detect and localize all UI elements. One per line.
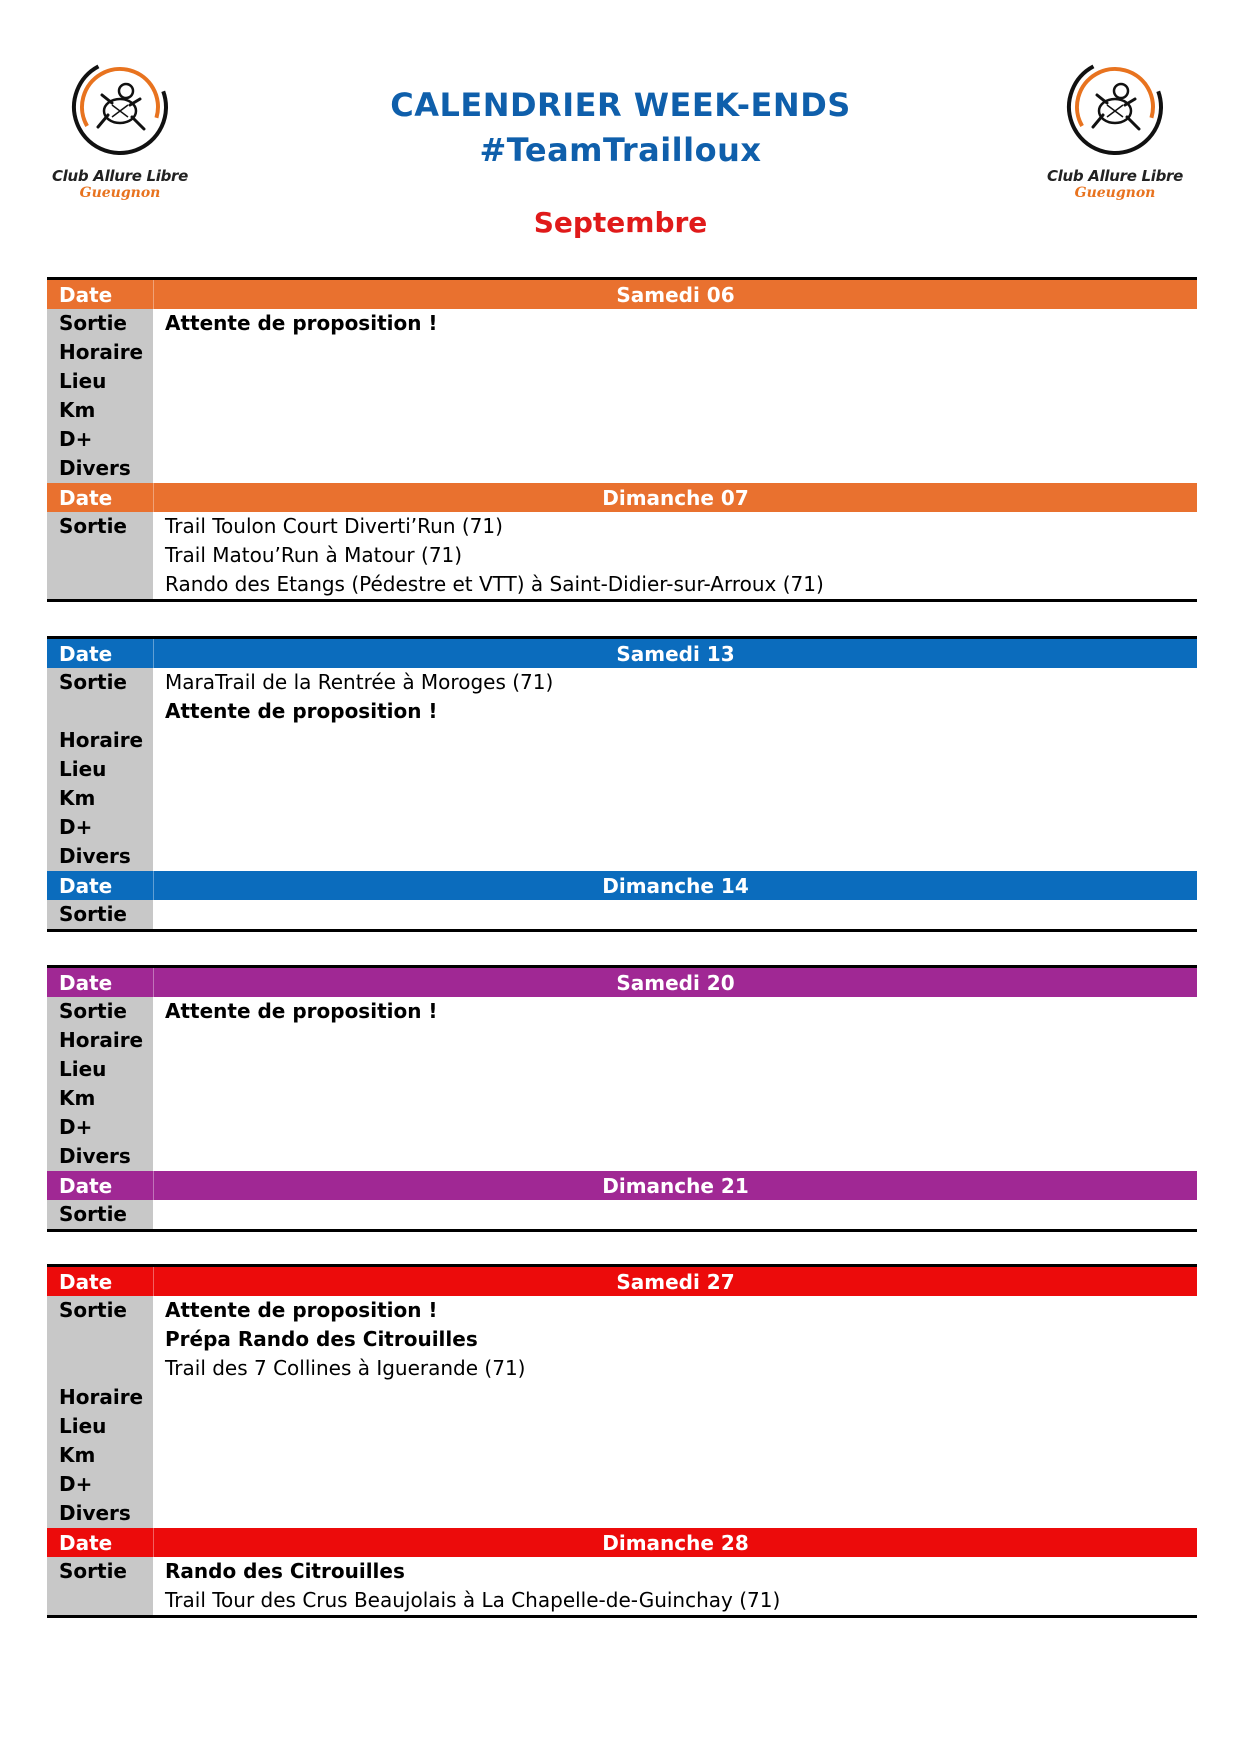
page-header xyxy=(0,83,1241,173)
km-value xyxy=(153,1084,1197,1113)
horaire-row xyxy=(47,1026,1197,1055)
sortie-label-empty xyxy=(47,1354,153,1383)
day-title: Dimanche 14 xyxy=(153,871,1197,900)
km-value xyxy=(153,1441,1197,1470)
km-label: Km xyxy=(47,1084,153,1113)
dplus-label: D+ xyxy=(47,1470,153,1499)
km-row xyxy=(47,784,1197,813)
club-name: Club Allure Libre xyxy=(1046,167,1184,185)
sortie-label-empty xyxy=(47,1325,153,1354)
divers-value xyxy=(153,1499,1197,1528)
club-name: Club Allure Libre xyxy=(51,167,189,185)
lieu-value xyxy=(153,1412,1197,1441)
week-block-1 xyxy=(47,277,1197,602)
lieu-row xyxy=(47,367,1197,396)
dplus-value xyxy=(153,813,1197,842)
day-title: Samedi 20 xyxy=(153,968,1197,997)
divers-label: Divers xyxy=(47,842,153,871)
km-row xyxy=(47,1084,1197,1113)
dplus-value xyxy=(153,425,1197,454)
sortie-label-empty xyxy=(47,570,153,599)
dplus-row xyxy=(47,1470,1197,1499)
week-block-4 xyxy=(47,1264,1197,1618)
week-block-3 xyxy=(47,965,1197,1232)
sortie-value: MaraTrail de la Rentrée à Moroges (71) xyxy=(165,670,554,694)
horaire-row xyxy=(47,338,1197,367)
sortie-row xyxy=(47,1296,1197,1325)
lieu-value xyxy=(153,755,1197,784)
sortie-value: Attente de proposition ! xyxy=(165,699,438,723)
sortie-label-empty xyxy=(47,541,153,570)
lieu-value xyxy=(153,367,1197,396)
sortie-value: Rando des Etangs (Pédestre et VTT) à Saint-Didier-sur-Arroux (71) xyxy=(165,572,824,596)
dplus-value xyxy=(153,1113,1197,1142)
lieu-row xyxy=(47,1412,1197,1441)
sortie-label: Sortie xyxy=(47,1200,153,1229)
day-title: Dimanche 07 xyxy=(153,483,1197,512)
sortie-value xyxy=(153,900,1197,929)
divers-value xyxy=(153,842,1197,871)
sortie-row xyxy=(47,1557,1197,1586)
km-value xyxy=(153,784,1197,813)
km-row xyxy=(47,396,1197,425)
horaire-value xyxy=(153,1383,1197,1412)
sortie-value: Attente de proposition ! xyxy=(165,999,438,1023)
month-title: Septembre xyxy=(533,206,708,239)
sortie-value: Attente de proposition ! xyxy=(165,311,438,335)
day-title: Samedi 27 xyxy=(153,1267,1197,1296)
dplus-row xyxy=(47,813,1197,842)
sortie-label: Sortie xyxy=(47,668,153,697)
sortie-row-cont xyxy=(47,1354,1197,1383)
sortie-label: Sortie xyxy=(47,512,153,541)
divers-value xyxy=(153,454,1197,483)
km-label: Km xyxy=(47,1441,153,1470)
sortie-row-cont xyxy=(47,541,1197,570)
sortie-label: Sortie xyxy=(47,900,153,929)
horaire-value xyxy=(153,338,1197,367)
sortie-value xyxy=(153,1200,1197,1229)
sortie-row xyxy=(47,900,1197,929)
divers-row xyxy=(47,1142,1197,1171)
horaire-label: Horaire xyxy=(47,1026,153,1055)
sortie-value: Trail des 7 Collines à Iguerande (71) xyxy=(165,1356,526,1380)
sortie-label: Sortie xyxy=(47,1557,153,1586)
date-header-row xyxy=(47,280,1197,309)
lieu-value xyxy=(153,1055,1197,1084)
km-value xyxy=(153,396,1197,425)
date-header-row xyxy=(47,871,1197,900)
date-header-row xyxy=(47,639,1197,668)
date-label: Date xyxy=(59,1174,113,1198)
sortie-row xyxy=(47,668,1197,697)
horaire-row xyxy=(47,1383,1197,1412)
club-city: Gueugnon xyxy=(1074,185,1156,201)
date-header-row xyxy=(47,483,1197,512)
lieu-row xyxy=(47,755,1197,784)
date-label: Date xyxy=(59,1270,113,1294)
divers-value xyxy=(153,1142,1197,1171)
page-title: CALENDRIER WEEK-ENDS xyxy=(390,86,851,124)
sortie-value: Trail Matou’Run à Matour (71) xyxy=(165,543,463,567)
km-label: Km xyxy=(47,396,153,425)
date-label: Date xyxy=(59,1531,113,1555)
horaire-value xyxy=(153,726,1197,755)
page-hashtag: #TeamTrailloux xyxy=(479,131,762,169)
sortie-label: Sortie xyxy=(47,997,153,1026)
dplus-row xyxy=(47,425,1197,454)
divers-label: Divers xyxy=(47,1499,153,1528)
date-label: Date xyxy=(59,642,113,666)
horaire-row xyxy=(47,726,1197,755)
divers-label: Divers xyxy=(47,454,153,483)
date-label: Date xyxy=(59,486,113,510)
sortie-row xyxy=(47,309,1197,338)
dplus-label: D+ xyxy=(47,813,153,842)
sortie-value: Prépa Rando des Citrouilles xyxy=(165,1327,478,1351)
dplus-value xyxy=(153,1470,1197,1499)
date-label: Date xyxy=(59,874,113,898)
sortie-row-cont xyxy=(47,1325,1197,1354)
day-title: Samedi 06 xyxy=(153,280,1197,309)
lieu-label: Lieu xyxy=(47,1055,153,1084)
sortie-row xyxy=(47,1200,1197,1229)
date-header-row xyxy=(47,1528,1197,1557)
sortie-row-cont xyxy=(47,570,1197,599)
km-row xyxy=(47,1441,1197,1470)
sortie-label: Sortie xyxy=(47,309,153,338)
sortie-row xyxy=(47,512,1197,541)
sortie-value: Trail Tour des Crus Beaujolais à La Chapelle-de-Guinchay (71) xyxy=(165,1588,781,1612)
week-block-2 xyxy=(47,636,1197,932)
divers-row xyxy=(47,1499,1197,1528)
horaire-label: Horaire xyxy=(47,338,153,367)
lieu-label: Lieu xyxy=(47,1412,153,1441)
date-label: Date xyxy=(59,283,113,307)
horaire-value xyxy=(153,1026,1197,1055)
divers-row xyxy=(47,454,1197,483)
lieu-label: Lieu xyxy=(47,755,153,784)
sortie-row-cont xyxy=(47,1586,1197,1615)
club-city: Gueugnon xyxy=(79,185,161,201)
sortie-row xyxy=(47,997,1197,1026)
sortie-value: Rando des Citrouilles xyxy=(165,1559,405,1583)
day-title: Dimanche 28 xyxy=(153,1528,1197,1557)
date-header-row xyxy=(47,1171,1197,1200)
sortie-row-cont xyxy=(47,697,1197,726)
day-title: Samedi 13 xyxy=(153,639,1197,668)
dplus-row xyxy=(47,1113,1197,1142)
sortie-label: Sortie xyxy=(47,1296,153,1325)
date-header-row xyxy=(47,968,1197,997)
horaire-label: Horaire xyxy=(47,1383,153,1412)
dplus-label: D+ xyxy=(47,1113,153,1142)
divers-label: Divers xyxy=(47,1142,153,1171)
sortie-value: Attente de proposition ! xyxy=(165,1298,438,1322)
day-title: Dimanche 21 xyxy=(153,1171,1197,1200)
sortie-value: Trail Toulon Court Diverti’Run (71) xyxy=(165,514,503,538)
sortie-label-empty xyxy=(47,1586,153,1615)
lieu-label: Lieu xyxy=(47,367,153,396)
sortie-label-empty xyxy=(47,697,153,726)
lieu-row xyxy=(47,1055,1197,1084)
divers-row xyxy=(47,842,1197,871)
km-label: Km xyxy=(47,784,153,813)
dplus-label: D+ xyxy=(47,425,153,454)
horaire-label: Horaire xyxy=(47,726,153,755)
date-header-row xyxy=(47,1267,1197,1296)
date-label: Date xyxy=(59,971,113,995)
